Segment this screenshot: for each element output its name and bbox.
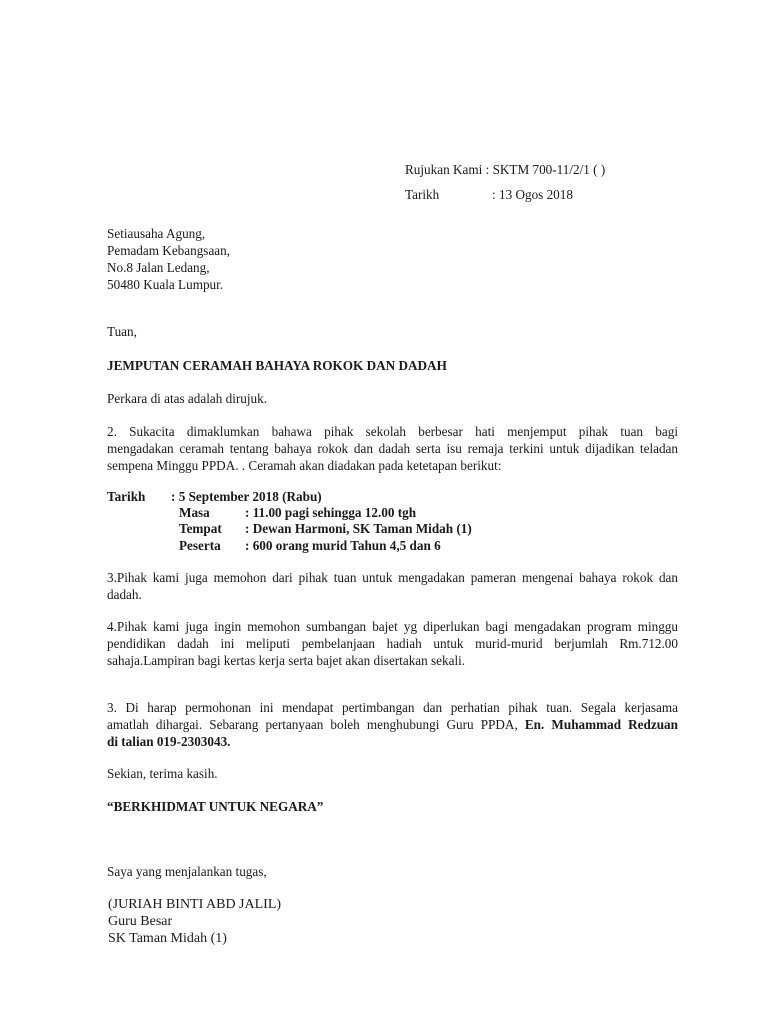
recipient-line: Pemadam Kebangsaan, — [107, 243, 231, 258]
paragraph-text: amatlah dihargai. Sebarang pertanyaan boleh menghubungi Guru PPDA, — [107, 717, 525, 732]
signatory-block — [108, 896, 281, 947]
motto: “BERKHIDMAT UNTUK NEGARA” — [107, 799, 324, 814]
date-value-wrap — [492, 186, 573, 203]
paragraph-line: mengadakan ceramah tentang bahaya rokok dan dadah serta isu remaja terkini untuk dijadikan teladan — [107, 441, 678, 456]
reference-separator: : — [485, 162, 493, 177]
paragraph-2 — [107, 423, 678, 474]
paragraph-line: 2. Sukacita dimaklumkan bahawa pihak sekolah berbesar hati menjemput pihak tuan bagi — [107, 424, 678, 439]
closing-line: Sekian, terima kasih. — [107, 766, 218, 781]
recipient-line: Setiausaha Agung, — [107, 226, 206, 241]
signatory-name: (JURIAH BINTI ABD JALIL) — [108, 897, 282, 912]
detail-value: : 600 orang murid Tahun 4,5 dan 6 — [245, 538, 441, 553]
reference-label: Rujukan Kami — [405, 162, 483, 177]
paragraph-line: 4.Pihak kami juga ingin memohon sumbangan bajet yg diperlukan bagi mengadakan program minggu — [107, 619, 678, 634]
detail-label: Peserta — [179, 538, 221, 553]
paragraph-line: pendidikan dadah ini meliputi pembelanjaan hadiah untuk murid-murid berjumlah Rm.712.00 — [107, 636, 678, 651]
paragraph-line: dadah. — [107, 587, 142, 602]
date-separator: : — [492, 187, 499, 202]
paragraph-line: sempena Minggu PPDA. . Ceramah akan diadakan pada ketetapan berikut: — [107, 458, 502, 473]
recipient-address — [107, 225, 230, 293]
detail-label: Tarikh — [107, 489, 146, 504]
date-value: 13 Ogos 2018 — [498, 187, 573, 202]
recipient-line: No.8 Jalan Ledang, — [107, 260, 210, 275]
detail-value: : 11.00 pagi sehingga 12.00 tgh — [245, 505, 417, 520]
detail-label: Masa — [179, 505, 210, 520]
signatory-school: SK Taman Midah (1) — [108, 931, 227, 946]
reference-value: SKTM 700-11/2/1 ( ) — [492, 162, 606, 177]
detail-label: Tempat — [179, 521, 222, 536]
date-label: Tarikh — [405, 187, 440, 202]
recipient-line: 50480 Kuala Lumpur. — [107, 277, 224, 292]
detail-value: : Dewan Harmoni, SK Taman Midah (1) — [245, 521, 472, 536]
detail-value: : 5 September 2018 (Rabu) — [171, 489, 322, 504]
paragraph-line: 3. Di harap permohonan ini mendapat pertimbangan dan perhatian pihak tuan. Segala kerjasama — [107, 700, 678, 715]
paragraph-5 — [107, 699, 678, 750]
contact-phone: di talian 019-2303043. — [107, 734, 231, 749]
paragraph-line: sahaja.Lampiran bagi kertas kerja serta bajet akan disertakan sekali. — [107, 653, 466, 668]
paragraph-3 — [107, 569, 678, 603]
date-line — [405, 186, 439, 203]
paragraph-line — [107, 716, 678, 733]
subject-heading: JEMPUTAN CERAMAH BAHAYA ROKOK DAN DADAH — [107, 358, 447, 373]
paragraph-line: 3.Pihak kami juga memohon dari pihak tuan untuk mengadakan pameran mengenai bahaya rokok dan — [107, 570, 678, 585]
paragraph-4 — [107, 618, 678, 669]
contact-name: En. Muhammad Redzuan — [524, 717, 678, 732]
salutation: Tuan, — [107, 324, 137, 339]
reference-line — [405, 161, 605, 178]
signoff-line: Saya yang menjalankan tugas, — [107, 864, 267, 879]
signatory-title: Guru Besar — [108, 914, 173, 929]
intro-sentence: Perkara di atas adalah dirujuk. — [107, 391, 268, 406]
